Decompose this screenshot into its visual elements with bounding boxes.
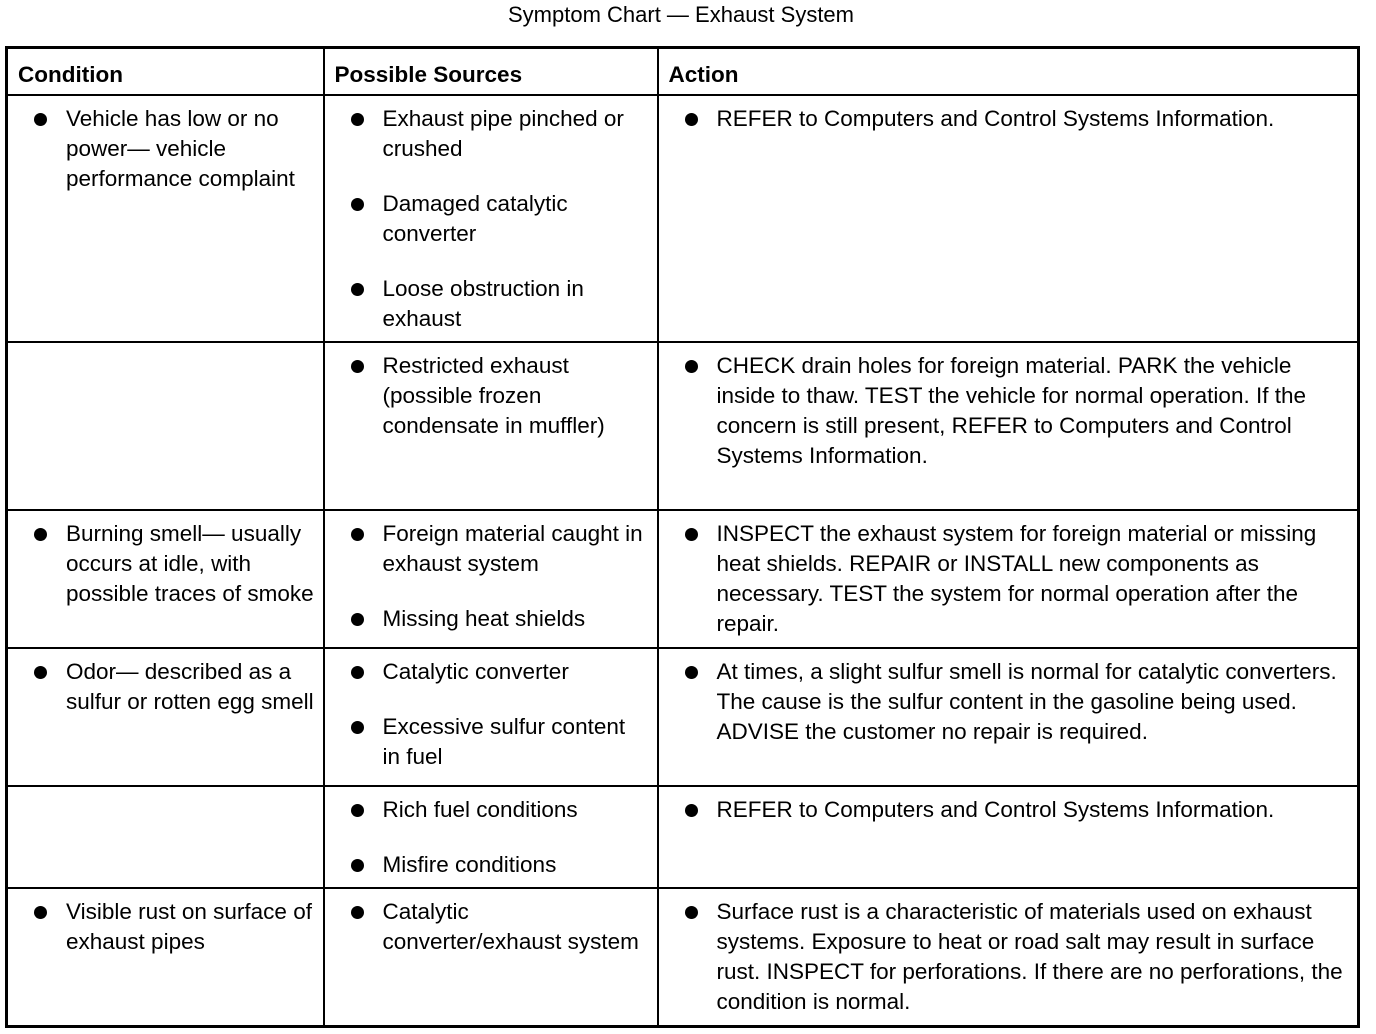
- list-item: [8, 657, 315, 717]
- condition-text: Burning smell— usually occurs at idle, with possible traces of smoke: [66, 520, 314, 606]
- bullet-icon: [351, 804, 364, 817]
- page-title: Symptom Chart — Exhaust System: [508, 2, 854, 27]
- table-row: [7, 648, 1359, 786]
- list-item: [659, 795, 1350, 825]
- source-text: Loose obstruction in exhaust: [382, 275, 584, 331]
- header-action: Action: [658, 48, 1359, 95]
- bullet-icon: [685, 360, 698, 373]
- sources-cell: [324, 786, 658, 888]
- bullet-icon: [685, 666, 698, 679]
- action-text: REFER to Computers and Control Systems Information.: [716, 105, 1275, 131]
- bullet-icon: [351, 906, 364, 919]
- bullet-icon: [351, 198, 364, 211]
- list-item: [325, 351, 649, 441]
- table-header-row: [7, 48, 1359, 95]
- sources-cell: [324, 510, 658, 648]
- list-item: [8, 897, 315, 957]
- table-row: [7, 342, 1359, 510]
- list-item: [325, 274, 649, 334]
- list-item: [659, 104, 1350, 134]
- condition-text: Odor— described as a sulfur or rotten egg smell: [66, 658, 314, 714]
- list-item: [325, 604, 649, 634]
- action-cell: [658, 648, 1359, 786]
- condition-cell: [7, 648, 324, 786]
- list-item: [659, 351, 1350, 471]
- sources-cell: [324, 888, 658, 1027]
- table-row: [7, 888, 1359, 1027]
- list-item: [325, 897, 649, 957]
- action-cell: [658, 342, 1359, 510]
- bullet-icon: [685, 804, 698, 817]
- bullet-icon: [34, 113, 47, 126]
- sources-cell: [324, 648, 658, 786]
- condition-text: Visible rust on surface of exhaust pipes: [66, 898, 312, 954]
- condition-text: Vehicle has low or no power— vehicle performance complaint: [66, 105, 295, 191]
- source-text: Misfire conditions: [382, 851, 557, 877]
- bullet-icon: [351, 113, 364, 126]
- list-item: [325, 712, 649, 772]
- source-text: Catalytic converter/exhaust system: [382, 898, 639, 954]
- condition-cell: [7, 786, 324, 888]
- list-item: [325, 657, 649, 687]
- list-item: [325, 850, 649, 880]
- action-cell: [658, 786, 1359, 888]
- bullet-icon: [685, 113, 698, 126]
- source-text: Restricted exhaust (possible frozen condensate in muffler): [382, 352, 605, 438]
- bullet-icon: [685, 528, 698, 541]
- bullet-icon: [351, 528, 364, 541]
- list-item: [8, 519, 315, 609]
- source-text: Catalytic converter: [382, 658, 569, 684]
- sources-cell: [324, 342, 658, 510]
- table-row: [7, 95, 1359, 342]
- table-row: [7, 510, 1359, 648]
- bullet-icon: [34, 528, 47, 541]
- bullet-icon: [351, 859, 364, 872]
- condition-cell: [7, 342, 324, 510]
- source-text: Missing heat shields: [382, 605, 586, 631]
- list-item: [325, 795, 649, 825]
- bullet-icon: [351, 360, 364, 373]
- source-text: Damaged catalytic converter: [382, 190, 568, 246]
- condition-cell: [7, 888, 324, 1027]
- bullet-icon: [351, 666, 364, 679]
- list-item: [325, 189, 649, 249]
- action-cell: [658, 510, 1359, 648]
- source-text: Foreign material caught in exhaust system: [382, 520, 643, 576]
- list-item: [659, 519, 1350, 639]
- source-text: Exhaust pipe pinched or crushed: [382, 105, 624, 161]
- bullet-icon: [351, 721, 364, 734]
- action-text: REFER to Computers and Control Systems Information.: [716, 796, 1275, 822]
- bullet-icon: [351, 613, 364, 626]
- list-item: [325, 104, 649, 164]
- action-cell: [658, 888, 1359, 1027]
- action-text: Surface rust is a characteristic of materials used on exhaust systems. Exposure to heat or road salt may result in surface rust. INSPECT for perforations. If there are no perforations, the condition is normal.: [716, 898, 1343, 1014]
- table-row: [7, 786, 1359, 888]
- action-text: INSPECT the exhaust system for foreign material or missing heat shields. REPAIR or INSTALL new components as necessary. TEST the system for normal operation after the repair.: [716, 520, 1317, 636]
- header-condition: Condition: [7, 48, 324, 95]
- bullet-icon: [351, 283, 364, 296]
- list-item: [325, 519, 649, 579]
- list-item: [659, 897, 1350, 1017]
- source-text: Excessive sulfur content in fuel: [382, 713, 626, 769]
- bullet-icon: [685, 906, 698, 919]
- action-cell: [658, 95, 1359, 342]
- bullet-icon: [34, 666, 47, 679]
- condition-cell: [7, 95, 324, 342]
- action-text: At times, a slight sulfur smell is normal for catalytic converters. The cause is the sulfur content in the gasoline being used. ADVISE the customer no repair is required.: [716, 658, 1337, 744]
- sources-cell: [324, 95, 658, 342]
- action-text: CHECK drain holes for foreign material. PARK the vehicle inside to thaw. TEST the vehicle for normal operation. If the concern is still present, REFER to Computers and Control Systems Information.: [716, 352, 1306, 468]
- header-possible-sources: Possible Sources: [324, 48, 658, 95]
- list-item: [659, 657, 1350, 747]
- condition-cell: [7, 510, 324, 648]
- bullet-icon: [34, 906, 47, 919]
- list-item: [8, 104, 315, 194]
- symptom-chart-table: [5, 46, 1360, 1028]
- source-text: Rich fuel conditions: [382, 796, 578, 822]
